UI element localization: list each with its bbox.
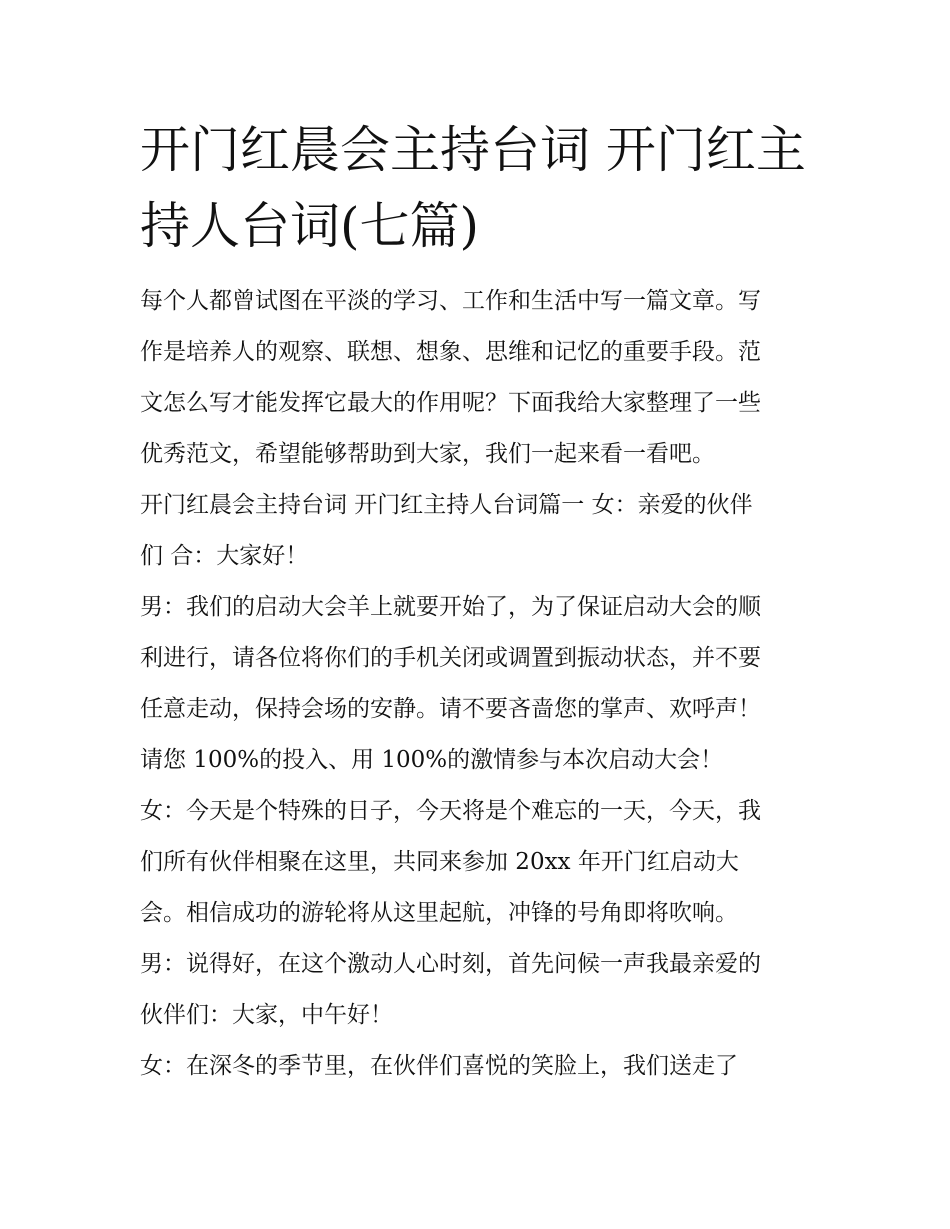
body-line: 伙伴们：大家，中午好！	[140, 1002, 393, 1028]
document-title	[140, 112, 820, 264]
body-line: 开门红晨会主持台词 开门红主持人台词篇一 女：亲爱的伙伴	[140, 492, 753, 518]
body-line: 会。相信成功的游轮将从这里起航，冲锋的号角即将吹响。	[140, 900, 738, 926]
body-line: 女：在深冬的季节里，在伙伴们喜悦的笑脸上，我们送走了	[140, 1053, 738, 1079]
body-line: 文怎么写才能发挥它最大的作用呢？下面我给大家整理了一些	[140, 390, 761, 416]
body-line: 优秀范文，希望能够帮助到大家，我们一起来看一看吧。	[140, 441, 715, 467]
body-line: 们 合：大家好！	[140, 543, 309, 569]
title-line-2: 持人台词(七篇)	[140, 197, 480, 255]
body-line: 任意走动，保持会场的安静。请不要吝啬您的掌声、欢呼声！	[140, 696, 761, 722]
body-line: 女：今天是个特殊的日子，今天将是个难忘的一天，今天，我	[140, 798, 761, 824]
body-line: 男：说得好，在这个激动人心时刻，首先问候一声我最亲爱的	[140, 951, 761, 977]
body-line: 男：我们的启动大会羊上就要开始了，为了保证启动大会的顺	[140, 594, 761, 620]
body-line: 作是培养人的观察、联想、想象、思维和记忆的重要手段。范	[140, 339, 761, 365]
body-line: 请您 100%的投入、用 100%的激情参与本次启动大会！	[140, 747, 724, 773]
document-body	[140, 276, 830, 1092]
body-line: 们所有伙伴相聚在这里，共同来参加 20xx 年开门红启动大	[140, 849, 739, 875]
body-line: 每个人都曾试图在平淡的学习、工作和生活中写一篇文章。写	[140, 288, 761, 314]
title-line-1: 开门红晨会主持台词 开门红主	[140, 121, 806, 179]
body-line: 利进行，请各位将你们的手机关闭或调置到振动状态，并不要	[140, 645, 761, 671]
